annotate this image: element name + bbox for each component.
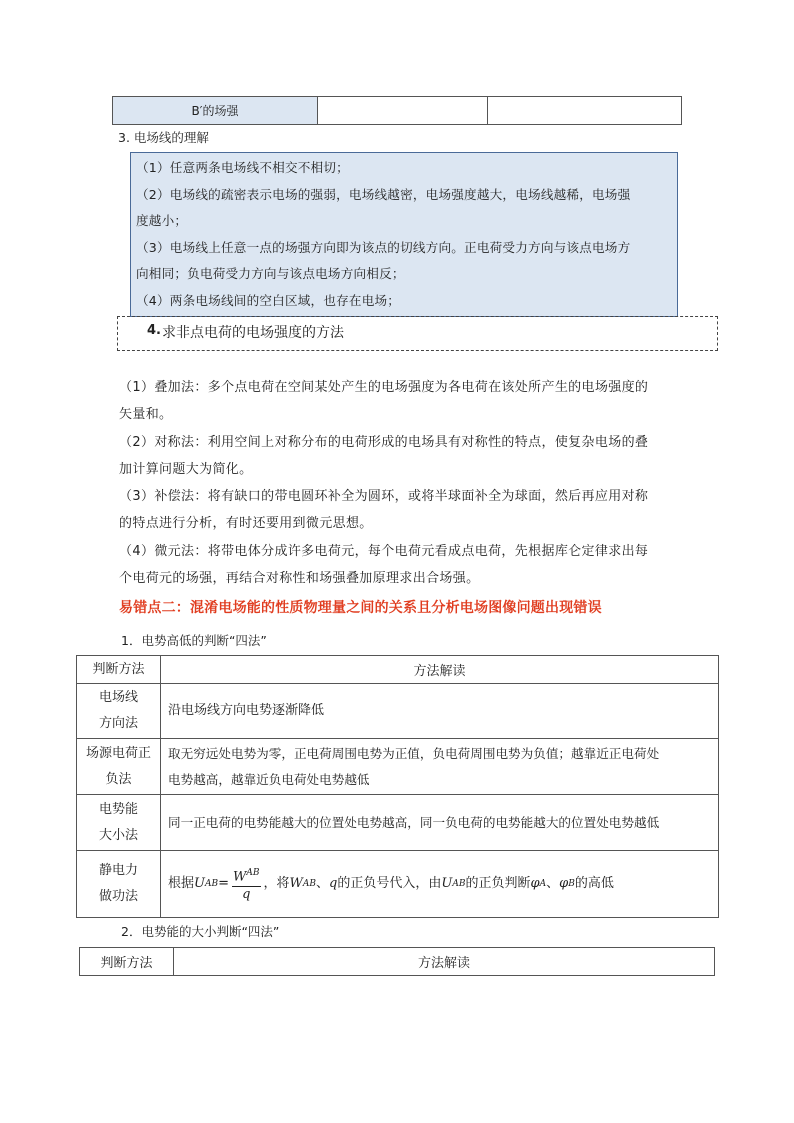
header-cell-explanation: 方法解读 xyxy=(174,948,715,976)
method-desc-cell: 沿电场线方向电势逐渐降低 xyxy=(161,684,719,739)
method-name-line: 电势能 xyxy=(98,801,138,817)
formula-equals: = xyxy=(218,875,230,891)
table-row xyxy=(77,684,719,739)
formula xyxy=(168,865,614,902)
paragraph-line: 加计算问题大为简化。 xyxy=(119,461,253,477)
table-header-row xyxy=(80,948,715,976)
field-line-box xyxy=(130,152,678,317)
list-item: （1）任意两条电场线不相交不相切； xyxy=(136,160,349,175)
symbol-phi: φ xyxy=(530,875,540,891)
paragraph-line: （4）微元法：将带电体分成许多电荷元，每个电荷元看成点电荷，先根据库仑定律求出每 xyxy=(119,543,649,559)
energy-section-title: 2．电势能的大小判断“四法” xyxy=(121,924,280,939)
section3-title: 3. 电场线的理解 xyxy=(118,130,209,145)
method-name-line: 电场线 xyxy=(98,690,138,705)
table-cell xyxy=(488,97,682,125)
formula-text: ，将 xyxy=(263,875,290,891)
paragraph-line: 矢量和。 xyxy=(119,407,173,423)
error-point-title: 易错点二：混淆电场能的性质物理量之间的关系且分析电场图像问题出现错误 xyxy=(119,600,602,616)
method-name-line: 做功法 xyxy=(98,889,138,904)
fraction-numerator xyxy=(232,865,261,886)
potential-section-title: 1．电势高低的判断“四法” xyxy=(121,633,267,648)
method-desc-cell xyxy=(161,851,719,918)
method-desc-cell: 同一正电荷的电势能越大的位置处电势越高，同一负电荷的电势能越大的位置处电势越低 xyxy=(161,795,719,851)
formula-text: 的高低 xyxy=(574,875,614,891)
list-item: （3）电场线上任意一点的场强方向即为该点的切线方向。正电荷受力方向与该点电场方 xyxy=(136,239,631,255)
table-cell xyxy=(318,97,488,125)
paragraph-line: （1）叠加法：多个点电荷在空间某处产生的电场强度为各电荷在该处所产生的电场强度的 xyxy=(119,380,649,395)
method-name-cell xyxy=(77,739,161,795)
symbol-W: W xyxy=(289,875,303,891)
method-name-cell xyxy=(77,684,161,739)
paragraph-line: （2）对称法：利用空间上对称分布的电荷形成的电场具有对称性的特点，使复杂电场的叠 xyxy=(119,434,649,450)
method-name-line: 负法 xyxy=(105,771,132,787)
subscript-AB: AB xyxy=(204,878,219,889)
fraction-denominator: q xyxy=(242,886,251,902)
top-table xyxy=(112,96,682,125)
table-row xyxy=(77,739,719,795)
method-name-line: 方向法 xyxy=(98,716,138,731)
list-item: 向相同；负电荷受力方向与该点电场方向相反； xyxy=(136,266,405,281)
method-name-line: 大小法 xyxy=(98,827,138,843)
symbol-q: q xyxy=(329,875,338,891)
subscript-AB: AB xyxy=(302,878,317,889)
paragraph-line: 的特点进行分析，有时还要用到微元思想。 xyxy=(119,516,373,532)
section4-number: 4. xyxy=(147,323,161,338)
formula-text: 的正负判断 xyxy=(465,875,531,891)
formula-text: 根据 xyxy=(168,875,195,891)
energy-methods-table xyxy=(79,947,715,976)
table-cell-label: B′的场强 xyxy=(113,97,318,125)
superscript-AB: AB xyxy=(246,868,260,879)
desc-line: 取无穷远处电势为零，正电荷周围电势为正值，负电荷周围电势为负值；越靠近正电荷处 xyxy=(168,745,660,761)
formula-text: 、 xyxy=(316,875,330,891)
header-cell-method: 判断方法 xyxy=(77,656,161,684)
section4-heading-box xyxy=(117,316,718,351)
subscript-AB: AB xyxy=(452,878,466,889)
potential-methods-table xyxy=(76,655,719,918)
desc-line: 电势越高，越靠近负电荷处电势越低 xyxy=(168,771,370,787)
paragraph-line: 个电荷元的场强，再结合对称性和场强叠加原理求出合场强。 xyxy=(119,571,480,587)
method-desc-cell xyxy=(161,739,719,795)
section4-body xyxy=(119,374,679,592)
method-name-cell xyxy=(77,851,161,918)
table-row xyxy=(77,851,719,918)
table-row xyxy=(77,795,719,851)
table-header-row xyxy=(77,656,719,684)
method-name-line: 场源电荷正 xyxy=(85,745,151,761)
formula-text: 、 xyxy=(546,875,560,891)
subscript-B: B xyxy=(568,878,575,889)
symbol-W: W xyxy=(233,869,247,885)
symbol-U: U xyxy=(441,875,453,891)
formula-text: 的正负号代入，由 xyxy=(337,875,442,891)
list-item: （4）两条电场线间的空白区域，也存在电场； xyxy=(136,292,401,308)
method-name-cell xyxy=(77,795,161,851)
fraction xyxy=(232,865,261,902)
list-item: 度越小； xyxy=(136,213,188,228)
list-item: （2）电场线的疏密表示电场的强弱，电场线越密，电场强度越大，电场线越稀，电场强 xyxy=(136,186,631,202)
symbol-U: U xyxy=(194,875,205,891)
section4-title: 求非点电荷的电场强度的方法 xyxy=(162,325,344,341)
header-cell-explanation: 方法解读 xyxy=(161,656,719,684)
header-cell-method: 判断方法 xyxy=(80,948,174,976)
symbol-phi: φ xyxy=(559,875,569,891)
paragraph-line: （3）补偿法：将有缺口的带电圆环补全为圆环，或将半球面补全为球面，然后再应用对称 xyxy=(119,489,649,505)
method-name-line: 静电力 xyxy=(98,863,138,878)
subscript-A: A xyxy=(539,878,547,889)
